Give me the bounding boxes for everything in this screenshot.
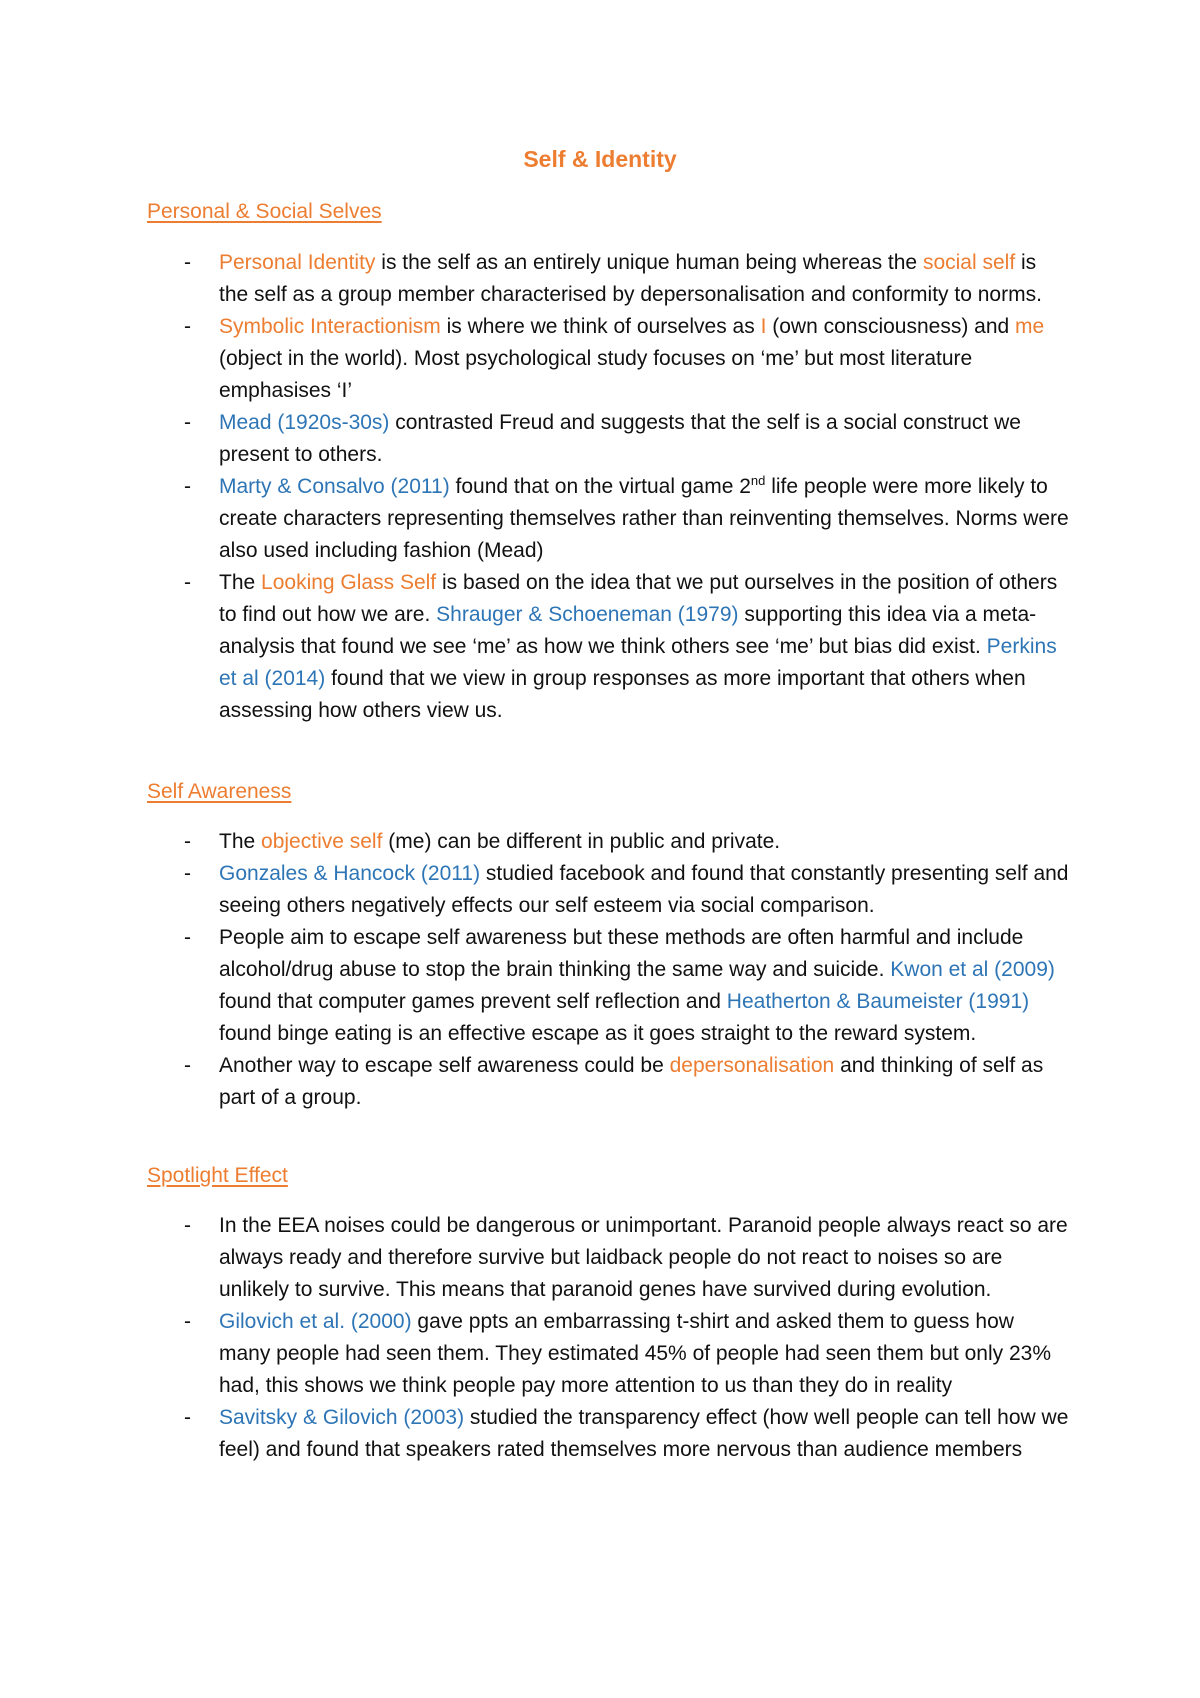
text-run: (object in the world). Most psychological study focuses on ‘me’ but most literature emphasises ‘I’ bbox=[219, 347, 973, 402]
text-run: (own consciousness) and bbox=[766, 315, 1016, 338]
text-run: People aim to escape self awareness but these methods are often harmful and include alcohol/drug abuse to stop the brain thinking the same way and suicide. bbox=[219, 926, 1024, 981]
citation: Heatherton & Baumeister (1991) bbox=[726, 990, 1030, 1013]
list-item bbox=[0, 1210, 1069, 1306]
self-awareness-list bbox=[0, 826, 1200, 1114]
superscript: nd bbox=[750, 473, 766, 488]
term: I bbox=[760, 315, 767, 338]
section-heading-personal-social-selves: Personal & Social Selves bbox=[147, 200, 382, 223]
list-item bbox=[0, 1402, 1069, 1466]
list-item bbox=[0, 1306, 1069, 1402]
list-item bbox=[0, 1050, 1069, 1114]
personal-social-selves-list bbox=[0, 247, 1200, 727]
list-item bbox=[0, 922, 1069, 1050]
term: Symbolic Interactionism bbox=[219, 315, 441, 338]
text-run: studied facebook and found that constantly presenting self and seeing others negatively effects our self esteem via social comparison. bbox=[219, 862, 1069, 917]
text-run: supporting this idea via a meta-analysis that found we see ‘me’ as how we think others see ‘me’ but bias did exist. bbox=[219, 603, 1037, 658]
term: Looking Glass Self bbox=[261, 571, 437, 594]
text-run: contrasted Freud and suggests that the self is a social construct we present to others. bbox=[219, 411, 1021, 466]
text-run: The bbox=[219, 830, 262, 853]
text-run: (me) can be different in public and private. bbox=[382, 830, 781, 853]
spotlight-effect-list bbox=[0, 1210, 1200, 1466]
term: social self bbox=[922, 251, 1016, 274]
citation: Savitsky & Gilovich (2003) bbox=[219, 1406, 465, 1429]
text-run: gave ppts an embarrassing t-shirt and asked them to guess how many people had seen them. They estimated 45% of people had seen them but only 23% had, this shows we think people pay more attention to us than they do in reality bbox=[219, 1310, 1051, 1397]
text-run: Another way to escape self awareness could be bbox=[219, 1054, 670, 1077]
text-run: found that computer games prevent self reflection and bbox=[219, 990, 727, 1013]
list-item bbox=[0, 407, 1069, 471]
citation: Mead (1920s-30s) bbox=[219, 411, 390, 434]
citation: Shrauger & Schoeneman (1979) bbox=[436, 603, 739, 626]
term: me bbox=[1015, 315, 1045, 338]
text-run: studied the transparency effect (how well people can tell how we feel) and found that speakers rated themselves more nervous than audience members bbox=[219, 1406, 1069, 1461]
text-run: found that we view in group responses as more important that others when assessing how others view us. bbox=[219, 667, 1026, 722]
text-run: In the EEA noises could be dangerous or unimportant. Paranoid people always react so are always ready and therefore survive but laidback people do not react to noises so are unlikely to survive. This means that paranoid genes have survived during evolution. bbox=[219, 1214, 1068, 1301]
list-item bbox=[0, 858, 1069, 922]
citation: Gilovich et al. (2000) bbox=[219, 1310, 412, 1333]
text-run: found that on the virtual game 2 bbox=[449, 475, 751, 498]
list-item bbox=[0, 311, 1069, 407]
text-run: and thinking of self as part of a group. bbox=[219, 1054, 1044, 1109]
text-run: is based on the idea that we put ourselves in the position of others to find out how we are. bbox=[219, 571, 1058, 626]
citation: Marty & Consalvo (2011) bbox=[219, 475, 450, 498]
list-item bbox=[0, 471, 1069, 567]
text-run: is where we think of ourselves as bbox=[440, 315, 761, 338]
citation: Perkins et al (2014) bbox=[219, 635, 1057, 690]
list-item bbox=[0, 247, 1069, 311]
list-item bbox=[0, 826, 1069, 858]
citation: Gonzales & Hancock (2011) bbox=[219, 862, 481, 885]
page-title: Self & Identity bbox=[523, 146, 677, 172]
text-run: found binge eating is an effective escape as it goes straight to the reward system. bbox=[219, 1022, 977, 1045]
section-heading-spotlight-effect: Spotlight Effect bbox=[147, 1164, 288, 1187]
term: depersonalisation bbox=[669, 1054, 835, 1077]
term: Personal Identity bbox=[219, 251, 376, 274]
text-run: life people were more likely to create characters representing themselves rather than reinventing themselves. Norms were also used including fashion (Mead) bbox=[219, 475, 1069, 562]
text-run: is the self as a group member characterised by depersonalisation and conformity to norms. bbox=[219, 251, 1042, 306]
term: objective self bbox=[261, 830, 383, 853]
list-item bbox=[0, 567, 1069, 727]
citation: Kwon et al (2009) bbox=[890, 958, 1055, 981]
text-run: The bbox=[219, 571, 262, 594]
text-run: is the self as an entirely unique human being whereas the bbox=[375, 251, 923, 274]
section-heading-self-awareness: Self Awareness bbox=[147, 780, 292, 803]
